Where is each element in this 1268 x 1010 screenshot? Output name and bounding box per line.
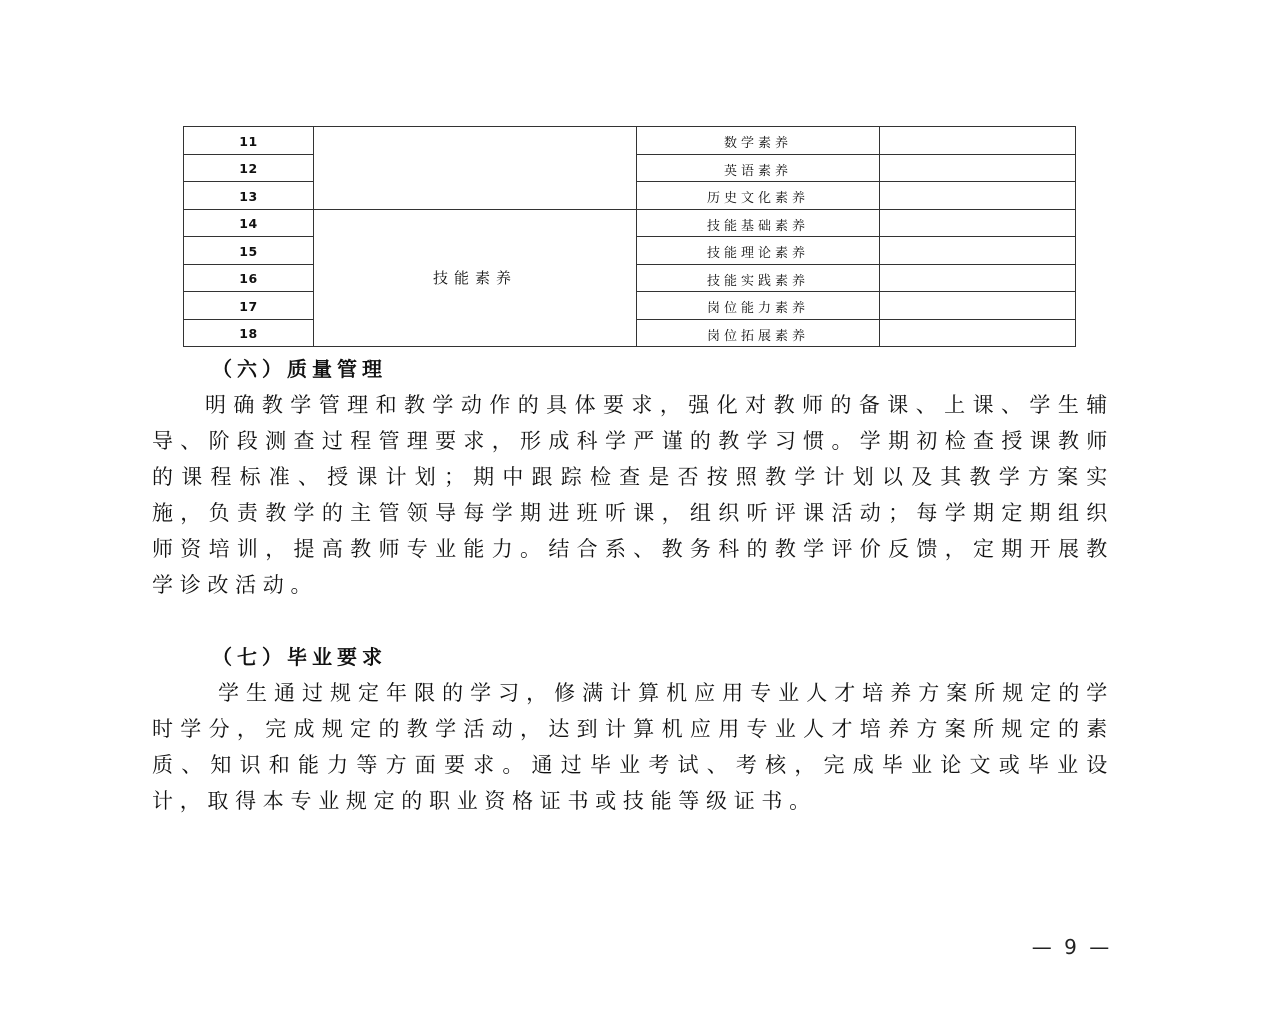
category-cell-empty <box>314 127 637 210</box>
row-number: 15 <box>184 237 314 265</box>
section-7-title: （七）毕业要求 <box>212 645 387 669</box>
page-number: — 9 — <box>1031 935 1113 959</box>
section-6-title: （六）质量管理 <box>212 357 387 381</box>
section-body <box>152 387 1114 603</box>
row-number: 12 <box>184 154 314 182</box>
section-7-paragraph: 学生通过规定年限的学习，修满计算机应用专业人才培养方案所规定的学时学分，完成规定的教学活动，达到计算机应用专业人才培养方案所规定的素质、知识和能力等方面要求。通过毕业考试、考核，完成毕业论文或毕业设计，取得本专业规定的职业资格证书或技能等级证书。 <box>152 681 1114 813</box>
section-body <box>152 675 1114 819</box>
note-cell <box>880 209 1076 237</box>
category-cell: 技能素养 <box>314 209 637 347</box>
course-name: 历史文化素养 <box>637 182 880 210</box>
section-heading <box>152 351 1114 387</box>
row-number: 13 <box>184 182 314 210</box>
note-cell <box>880 154 1076 182</box>
course-table <box>183 126 1076 347</box>
course-name: 技能实践素养 <box>637 264 880 292</box>
note-cell <box>880 319 1076 347</box>
note-cell <box>880 237 1076 265</box>
row-number: 18 <box>184 319 314 347</box>
note-cell <box>880 264 1076 292</box>
table-row <box>184 127 1076 155</box>
course-name: 数学素养 <box>637 127 880 155</box>
row-number: 14 <box>184 209 314 237</box>
course-name: 英语素养 <box>637 154 880 182</box>
row-number: 11 <box>184 127 314 155</box>
course-name: 技能基础素养 <box>637 209 880 237</box>
row-number: 17 <box>184 292 314 320</box>
course-name: 技能理论素养 <box>637 237 880 265</box>
table-row <box>184 209 1076 237</box>
row-number: 16 <box>184 264 314 292</box>
section-heading <box>152 639 1114 675</box>
note-cell <box>880 292 1076 320</box>
section-6-paragraph: 明确教学管理和教学动作的具体要求，强化对教师的备课、上课、学生辅导、阶段测查过程管理要求，形成科学严谨的教学习惯。学期初检查授课教师的课程标准、授课计划；期中跟踪检查是否按照教学计划以及其教学方案实施，负责教学的主管领导每学期进班听课，组织听评课活动；每学期定期组织师资培训，提高教师专业能力。结合系、教务科的教学评价反馈，定期开展教学诊改活动。 <box>152 393 1114 597</box>
course-name: 岗位拓展素养 <box>637 319 880 347</box>
course-name: 岗位能力素养 <box>637 292 880 320</box>
note-cell <box>880 127 1076 155</box>
note-cell <box>880 182 1076 210</box>
